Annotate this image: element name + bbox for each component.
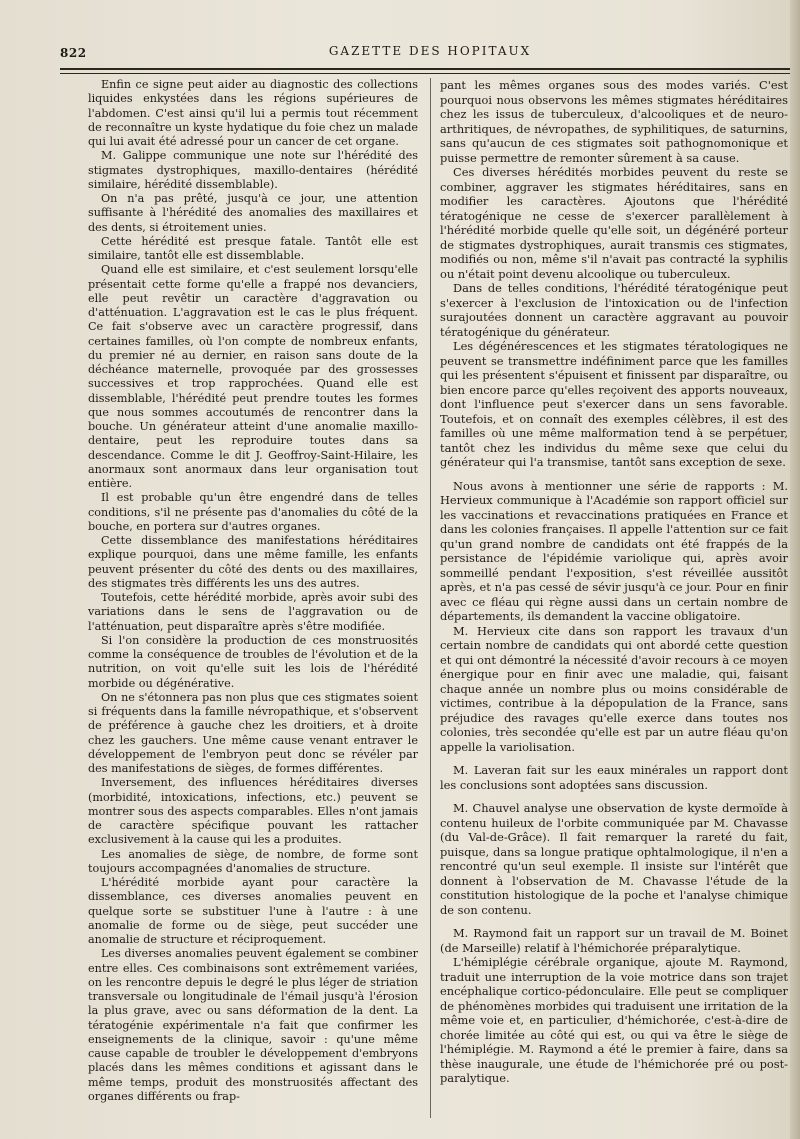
paragraph: Ces diverses hérédités morbides peuvent du reste se combiner, aggraver les stigmates héréditaires, sans en modifier les caractères. Ajoutons que l'hérédité tératogénique ne cesse de s'exercer parallèlement à l'hérédité morbide quelle qu'elle soit, un dégénéré porteur de stigmates dystrophiques, aurait transmis ces stigmates, modifiés ou non, même s'il n'avait pas contracté la syphilis ou n'était point devenu alcoolique ou tuberculeux. — [440, 165, 788, 281]
running-title: GAZETTE DES HOPITAUX — [328, 44, 532, 58]
paragraph: M. Raymond fait un rapport sur un travail de M. Boinet (de Marseille) relatif à l'hémichorée préparalytique. — [440, 926, 788, 955]
right-column — [440, 78, 788, 1086]
paragraph: Nous avons à mentionner une série de rapports : M. Hervieux communique à l'Académie son rapport officiel sur les vaccinations et revaccinations pratiquées en France et dans les colonies françaises. Il appelle l'attention sur ce fait qu'un grand nombre de candidats ont été frappés de la persistance de l'épidémie variolique qui, après avoir sommeillé pendant l'exposition, s'est réveillée aussitôt après, et n'a pas cessé de sévir jusqu'à ce jour. Pour en finir avec ce fléau qui règne aussi dans un certain nombre de départements, ils demandent la vaccine obligatoire. — [440, 478, 788, 623]
paragraph: Quand elle est similaire, et c'est seulement lorsqu'elle présentait cette forme qu'elle a frappé nos devanciers, elle peut revêtir un caractère d'aggravation ou d'atténuation. L'aggravation est le cas le plus fréquent. Ce fait s'observe avec un caractère progressif, dans certaines familles, où l'on compte de nombreux enfants, du premier né au dernier, en raison sans doute de la déchéance maternelle, provoquée par des grossesses successives et trop rapprochées. Quand elle est dissemblable, l'hérédité peut prendre toutes les formes que nous sommes accoutumés de rencontrer dans la bouche. Un générateur atteint d'une anomalie maxillo-dentaire, peut les reproduire toutes dans sa descendance. Comme le dit J. Geoffroy-Saint-Hilaire, les anormaux sont anormaux dans leur organisation tout entière. — [88, 263, 418, 490]
column-divider — [430, 78, 431, 1118]
paragraph: Enfin ce signe peut aider au diagnostic des collections liquides enkystées dans les régions supérieures de l'abdomen. C'est ainsi qu'il lui a permis tout récemment de reconnaître un kyste hydatique du foie chez un malade qui lui avait été adressé pour un cancer de cet organe. — [88, 78, 418, 148]
page-header — [60, 42, 760, 64]
paragraph: M. Chauvel analyse une observation de kyste dermoïde à contenu huileux de l'orbite communiquée par M. Chavasse (du Val-de-Grâce). Il fait remarquer la rareté du fait, puisque, dans sa longue pratique ophtalmologique, il n'en a rencontré qu'un seul exemple. Il insiste sur l'intérêt que donnent à l'observation de M. Chavasse l'étude de la constitution histologique de la poche et l'analyse chimique de son contenu. — [440, 801, 788, 917]
paragraph: Si l'on considère la production de ces monstruosités comme la conséquence de troubles de l'évolution et de la nutrition, on voit qu'elle suit les lois de l'hérédité morbide ou dégénérative. — [88, 633, 418, 690]
paragraph: M. Hervieux cite dans son rapport les travaux d'un certain nombre de candidats qui ont abordé cette question et qui ont démontré la nécessité d'avoir recours à ce moyen énergique pour en finir avec une maladie, qui, faisant chaque année un nombre plus ou moins considérable de victimes, contribue à la dépopulation de la France, sans préjudice des ravages qu'elle exerce dans toutes nos colonies, très secondée qu'elle est par un autre fléau qu'on appelle la variolisation. — [440, 623, 788, 754]
page-edge — [790, 0, 800, 1139]
paragraph: Cette dissemblance des manifestations héréditaires explique pourquoi, dans une même famille, les enfants peuvent présenter du côté des dents ou des maxillaires, des stigmates très différents les uns des autres. — [88, 534, 418, 590]
paragraph: On n'a pas prêté, jusqu'à ce jour, une attention suffisante à l'hérédité des anomalies des maxillaires et des dents, si étroitement unies. — [88, 192, 418, 234]
paragraph: L'hémiplégie cérébrale organique, ajoute M. Raymond, traduit une interruption de la voie motrice dans son trajet encéphalique cortico-pédonculaire. Elle peut se compliquer de phénomènes morbides qui traduisent une irritation de la même voie et, en particulier, d'hémichorée, c'est-à-dire de chorée limitée au côté qui est, ou qui va être le siège de l'hémiplégie. M. Raymond a été le premier à faire, dans sa thèse inaugurale, une étude de l'hémichorée pré ou post-paralytique. — [440, 955, 788, 1085]
paragraph: Il est probable qu'un être engendré dans de telles conditions, s'il ne présente pas d'anomalies du côté de la bouche, en portera sur d'autres organes. — [88, 491, 418, 533]
paragraph: On ne s'étonnera pas non plus que ces stigmates soient si fréquents dans la famille névropathique, et s'observent de préférence à gauche chez les droitiers, et à droite chez les gauchers. Une même cause venant entraver le développement de l'embryon peut donc se révéler par des manifestations de sièges, de formes différentes. — [88, 690, 418, 775]
page-number: 822 — [60, 46, 87, 60]
paragraph: Dans de telles conditions, l'hérédité tératogénique peut s'exercer à l'exclusion de l'intoxication ou de l'infection surajoutées donnent un caractère aggravant au pouvoir tératogénique du générateur. — [440, 281, 788, 339]
paragraph: M. Laveran fait sur les eaux minérales un rapport dont les conclusions sont adoptées sans discussion. — [440, 763, 788, 792]
paragraph: pant les mêmes organes sous des modes variés. C'est pourquoi nous observons les mêmes stigmates héréditaires chez les issus de tuberculeux, d'alcooliques et de neuro-arthritiques, de névropathes, de syphilitiques, de saturnins, sans qu'aucun de ces stigmates soit pathognomonique et puisse permettre de remonter sûrement à sa cause. — [440, 78, 788, 165]
paragraph: L'hérédité morbide ayant pour caractère la dissemblance, ces diverses anomalies peuvent en quelque sorte se substituer l'une à l'autre : à une anomalie de forme ou de siège, peut succéder une anomalie de structure et réciproquement. — [88, 876, 418, 946]
paragraph: Cette hérédité est presque fatale. Tantôt elle est similaire, tantôt elle est dissemblable. — [88, 234, 418, 262]
paragraph: M. Galippe communique une note sur l'hérédité des stigmates dystrophiques, maxillo-dentaires (hérédité similaire, hérédité dissemblable). — [88, 149, 418, 191]
paragraph: Toutefois, cette hérédité morbide, après avoir subi des variations dans le sens de l'aggravation ou de l'atténuation, peut disparaître après s'être modifiée. — [88, 591, 418, 633]
paragraph: Les diverses anomalies peuvent également se combiner entre elles. Ces combinaisons sont extrêmement variées, on les rencontre depuis le degré le plus léger de striation transversale ou longitudinale de l'émail jusqu'à l'érosion la plus grave, avec ou sans déformation de la dent. La tératogénie expérimentale n'a fait que confirmer les enseignements de la clinique, savoir : qu'une même cause capable de troubler le développement d'embryons placés dans les mêmes conditions et agissant dans le même temps, produit des monstruosités affectant des organes différents ou frap- — [88, 947, 418, 1103]
paragraph: Les dégénérescences et les stigmates tératologiques ne peuvent se transmettre indéfiniment parce que les familles qui les présentent s'épuisent et finissent par disparaître, ou bien encore parce qu'elles reçoivent des apports nouveaux, dont l'influence peut s'exercer dans un sens favorable. Toutefois, et on connaît des exemples célèbres, il est des familles où une même malformation tend à se perpétuer, tantôt chez les individus du même sexe que celui du générateur qui l'a transmise, tantôt sans exception de sexe. — [440, 339, 788, 469]
left-column — [88, 78, 418, 1104]
header-rule — [60, 68, 795, 70]
paragraph: Inversement, des influences héréditaires diverses (morbidité, intoxications, infections, etc.) peuvent se montrer sous des aspects comparables. Elles n'ont jamais de caractère spécifique pouvant les rattacher exclusivement à la cause qui les a produites. — [88, 776, 418, 847]
paragraph: Les anomalies de siège, de nombre, de forme sont toujours accompagnées d'anomalies de structure. — [88, 847, 418, 875]
header-rule-thin — [60, 73, 795, 74]
